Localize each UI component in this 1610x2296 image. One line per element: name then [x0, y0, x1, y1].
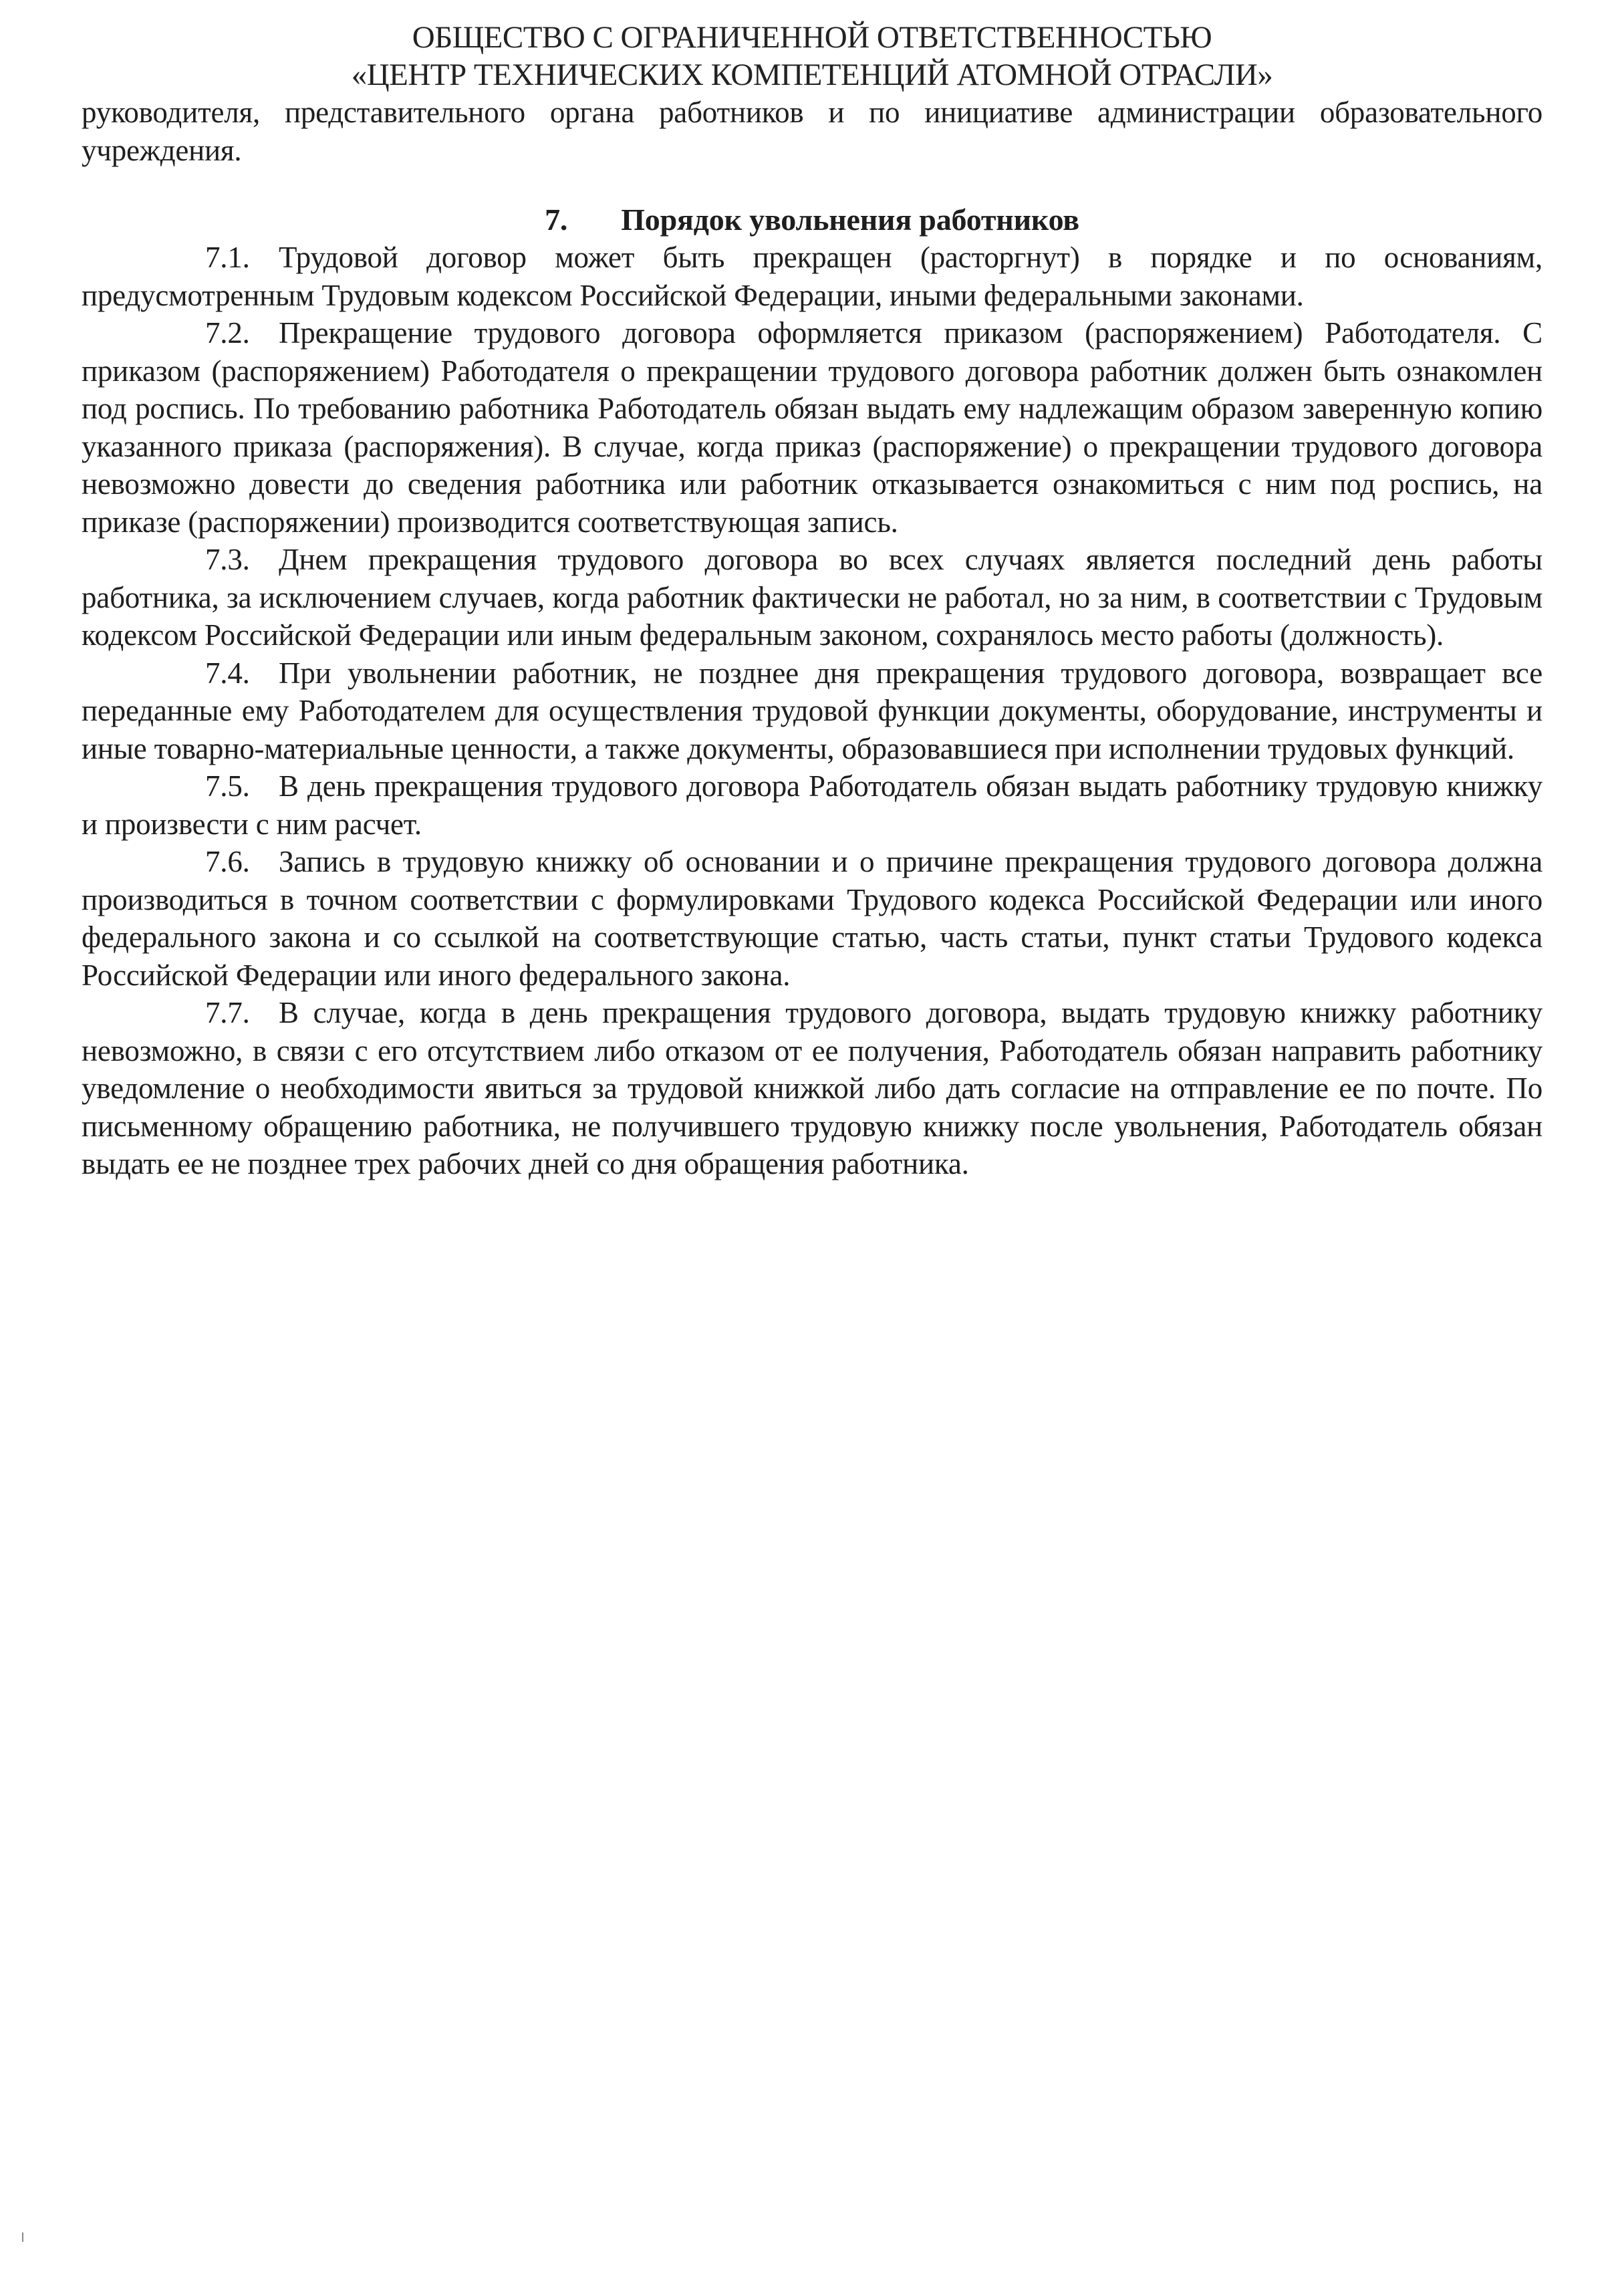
- clause-text: Днем прекращения трудового договора во всех случаях является последний день работы работника, за исключением случаев, когда работник фактически не работал, но за ним, в соответствии с Трудовым кодексом Российской Федерации или иным федеральным законом, сохранялось место работы (должность).: [82, 543, 1542, 652]
- continuation-paragraph: руководителя, представительного органа работников и по инициативе администрации образовательного учреждения.: [82, 96, 1542, 167]
- clause-text: При увольнении работник, не позднее дня прекращения трудового договора, возвращает все переданные ему Работодателем для осуществления трудовой функции документы, оборудование, инструменты и иные товарно-материальные ценности, а также документы, образовавшиеся при исполнении трудовых функций.: [82, 656, 1542, 765]
- section-number: 7.: [545, 203, 568, 237]
- clause-7-5: [82, 767, 1542, 843]
- document-body: [82, 94, 1542, 1183]
- clause-7-4: [82, 654, 1542, 768]
- clause-7-1: [82, 239, 1542, 314]
- section-heading: [82, 201, 1542, 239]
- scan-artifact-mark: [22, 2233, 23, 2242]
- clause-7-3: [82, 541, 1542, 654]
- clause-number: 7.6.: [205, 845, 250, 878]
- header-line-2: «ЦЕНТР ТЕХНИЧЕСКИХ КОМПЕТЕНЦИЙ АТОМНОЙ ОТРАСЛИ»: [351, 57, 1273, 92]
- clause-text: Прекращение трудового договора оформляется приказом (распоряжением) Работодателя. С приказом (распоряжением) Работодателя о прекращении трудового договора работник должен быть ознакомлен под роспись. По требованию работника Работодатель обязан выдать ему надлежащим образом заверенную копию указанного приказа (распоряжения). В случае, когда приказ (распоряжение) о прекращении трудового договора невозможно довести до сведения работника или работник отказывается ознакомиться с ним под роспись, на приказе (распоряжении) производится соответствующая запись.: [82, 316, 1542, 539]
- clause-text: В день прекращения трудового договора Работодатель обязан выдать работнику трудовую книжку и произвести с ним расчет.: [82, 769, 1542, 841]
- section-title: Порядок увольнения работников: [621, 203, 1079, 237]
- clause-7-6: [82, 843, 1542, 994]
- clause-number: 7.1.: [205, 241, 250, 274]
- clause-text: В случае, когда в день прекращения трудового договора, выдать трудовую книжку работнику невозможно, в связи с его отсутствием либо отказом от ее получения, Работодатель обязан направить работнику уведомление о необходимости явиться за трудовой книжкой либо дать согласие на отправление ее по почте. По письменному обращению работника, не получившего трудовую книжку после увольнения, Работодатель обязан выдать ее не позднее трех рабочих дней со дня обращения работника.: [82, 996, 1542, 1180]
- clause-number: 7.5.: [205, 769, 250, 803]
- clause-number: 7.4.: [205, 656, 250, 690]
- clause-text: Запись в трудовую книжку об основании и о причине прекращения трудового договора должна производиться в точном соответствии с формулировками Трудового кодекса Российской Федерации или иного федерального закона и со ссылкой на соответствующие статью, часть статьи, пункт статьи Трудового кодекса Российской Федерации или иного федерального закона.: [82, 845, 1542, 992]
- organization-header: [82, 19, 1542, 94]
- clause-number: 7.2.: [205, 316, 250, 350]
- clause-number: 7.7.: [205, 996, 250, 1029]
- clause-7-7: [82, 994, 1542, 1183]
- clause-number: 7.3.: [205, 543, 250, 576]
- clause-7-2: [82, 314, 1542, 541]
- clause-text: Трудовой договор может быть прекращен (расторгнут) в порядке и по основаниям, предусмотренным Трудовым кодексом Российской Федерации, иными федеральными законами.: [82, 241, 1542, 312]
- header-line-1: ОБЩЕСТВО С ОГРАНИЧЕННОЙ ОТВЕТСТВЕННОСТЬЮ: [412, 20, 1212, 55]
- document-page: [82, 19, 1542, 1183]
